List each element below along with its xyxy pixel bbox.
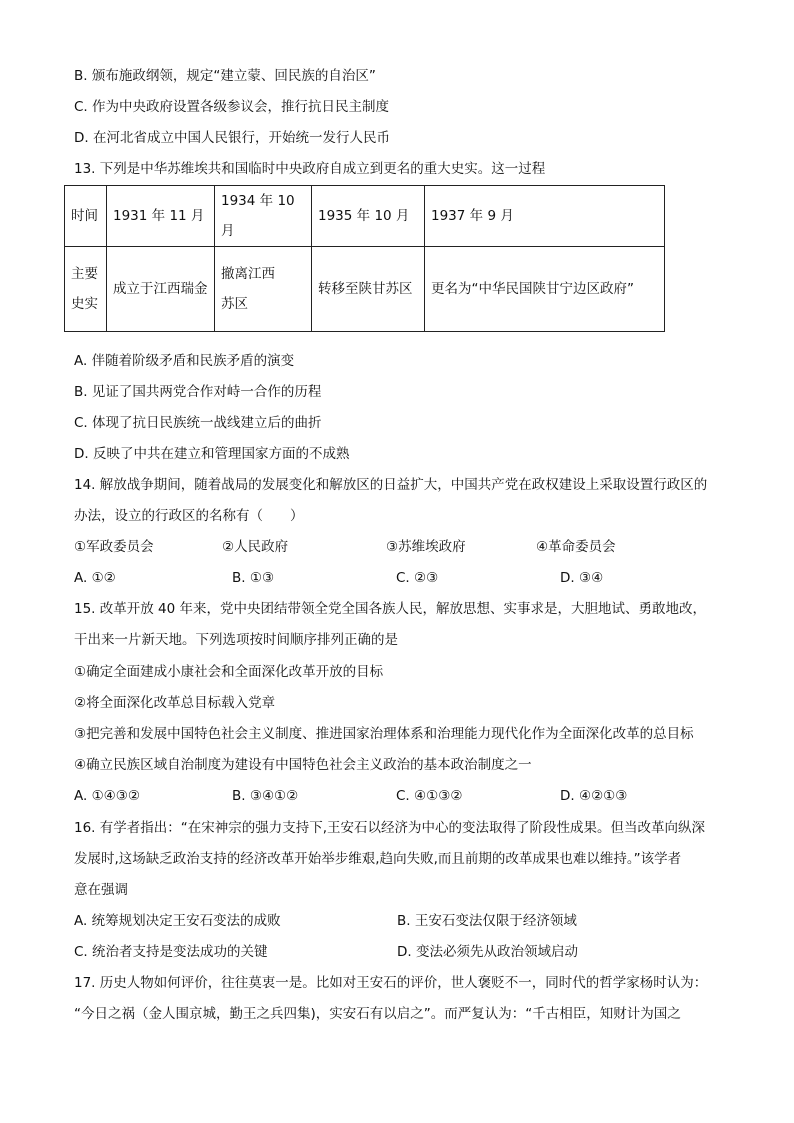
q13-option-a[interactable]: A. 伴随着阶级矛盾和民族矛盾的演变 [74, 353, 295, 369]
q14-item: ②人民政府 [222, 539, 289, 555]
q15-option-a[interactable]: A. ①④③② [74, 788, 140, 804]
q17-stem-line: “今日之祸（金人围京城，勤王之兵四集)，实安石有以启之”。而严复认为：“千古相臣，知财计为国之 [74, 1006, 681, 1022]
q16-option-b[interactable]: B. 王安石变法仅限于经济领域 [397, 913, 577, 929]
q17-stem-line: 17. 历史人物如何评价，往往莫衷一是。比如对王安石的评价，世人褒贬不一，同时代的哲学家杨时认为： [74, 975, 708, 991]
table-row [65, 247, 665, 332]
q14-option-c[interactable]: C. ②③ [396, 570, 439, 586]
table-header-cell: 时间 [65, 186, 107, 247]
cell-line: 撤离江西 [221, 266, 275, 282]
q13-history-table [64, 185, 665, 332]
q13-option-b[interactable]: B. 见证了国共两党合作对峙一合作的历程 [74, 384, 322, 400]
q14-stem-line: 办法，设立的行政区的名称有（ ） [74, 508, 304, 524]
q14-options-row [74, 568, 724, 588]
q16-options-row [74, 942, 724, 962]
q14-item: ①军政委员会 [74, 539, 154, 555]
q13-option-d[interactable]: D. 反映了中共在建立和管理国家方面的不成熟 [74, 446, 350, 462]
table-header-row [65, 186, 665, 247]
q15-option-c[interactable]: C. ④①③② [396, 788, 463, 804]
q16-options-row [74, 911, 724, 931]
q16-option-a[interactable]: A. 统筹规划决定王安石变法的成败 [74, 913, 281, 929]
q14-item: ④革命委员会 [536, 539, 616, 555]
q16-stem-line: 发展时,这场缺乏政治支持的经济改革开始举步维艰,趋向失败,而且前期的改革成果也难以维持。”该学者 [74, 851, 682, 867]
q15-stem-line: 15. 改革开放 40 年来，党中央团结带领全党全国各族人民，解放思想、实事求是，大胆地试、勇敢地改， [74, 601, 707, 617]
q13-option-c[interactable]: C. 体现了抗日民族统一战线建立后的曲折 [74, 415, 322, 431]
table-header-cell: 1935 年 10 月 [312, 186, 425, 247]
table-header-cell: 1937 年 9 月 [425, 186, 665, 247]
q16-stem-line: 16. 有学者指出：“在宋神宗的强力支持下,王安石以经济为中心的变法取得了阶段性成果。但当改革向纵深 [74, 820, 706, 836]
q12-option-c[interactable]: C. 作为中央政府设置各级参议会，推行抗日民主制度 [74, 99, 390, 115]
q14-stem-line: 14. 解放战争期间，随着战局的发展变化和解放区的日益扩大，中国共产党在政权建设上采取设置行政区的 [74, 477, 708, 493]
table-header-cell: 1934 年 10 月 [215, 186, 312, 247]
q15-item: ④确立民族区域自治制度为建设有中国特色社会主义政治的基本政治制度之一 [74, 757, 532, 773]
q14-items-row [74, 537, 724, 557]
q12-option-b[interactable]: B. 颁布施政纲领，规定“建立蒙、回民族的自治区” [74, 68, 376, 84]
cell-line: 苏区 [221, 296, 248, 312]
table-cell: 更名为“中华民国陕甘宁边区政府” [425, 247, 665, 332]
q16-option-c[interactable]: C. 统治者支持是变法成功的关键 [74, 944, 268, 960]
q15-stem-line: 干出来一片新天地。下列选项按时间顺序排列正确的是 [74, 632, 398, 648]
q14-option-d[interactable]: D. ③④ [560, 570, 604, 586]
q14-option-b[interactable]: B. ①③ [232, 570, 275, 586]
table-cell [215, 247, 312, 332]
q12-option-d[interactable]: D. 在河北省成立中国人民银行，开始统一发行人民币 [74, 130, 390, 146]
q16-option-d[interactable]: D. 变法必须先从政治领域启动 [397, 944, 578, 960]
q15-item: ②将全面深化改革总目标载入党章 [74, 695, 276, 711]
table-cell: 转移至陕甘苏区 [312, 247, 425, 332]
q14-item: ③苏维埃政府 [386, 539, 466, 555]
table-row-label [65, 247, 107, 332]
q15-option-b[interactable]: B. ③④①② [232, 788, 299, 804]
q15-options-row [74, 786, 724, 806]
row-label-line: 主要 [71, 266, 98, 282]
table-cell: 成立于江西瑞金 [107, 247, 215, 332]
table-header-cell: 1931 年 11 月 [107, 186, 215, 247]
q14-option-a[interactable]: A. ①② [74, 570, 116, 586]
q13-stem: 13. 下列是中华苏维埃共和国临时中央政府自成立到更名的重大史实。这一过程 [74, 161, 546, 177]
q15-item: ①确定全面建成小康社会和全面深化改革开放的目标 [74, 664, 384, 680]
q16-stem-line: 意在强调 [74, 882, 128, 898]
q15-option-d[interactable]: D. ④②①③ [560, 788, 628, 804]
q15-item: ③把完善和发展中国特色社会主义制度、推进国家治理体系和治理能力现代化作为全面深化改革的总目标 [74, 726, 694, 742]
row-label-line: 史实 [71, 296, 98, 312]
